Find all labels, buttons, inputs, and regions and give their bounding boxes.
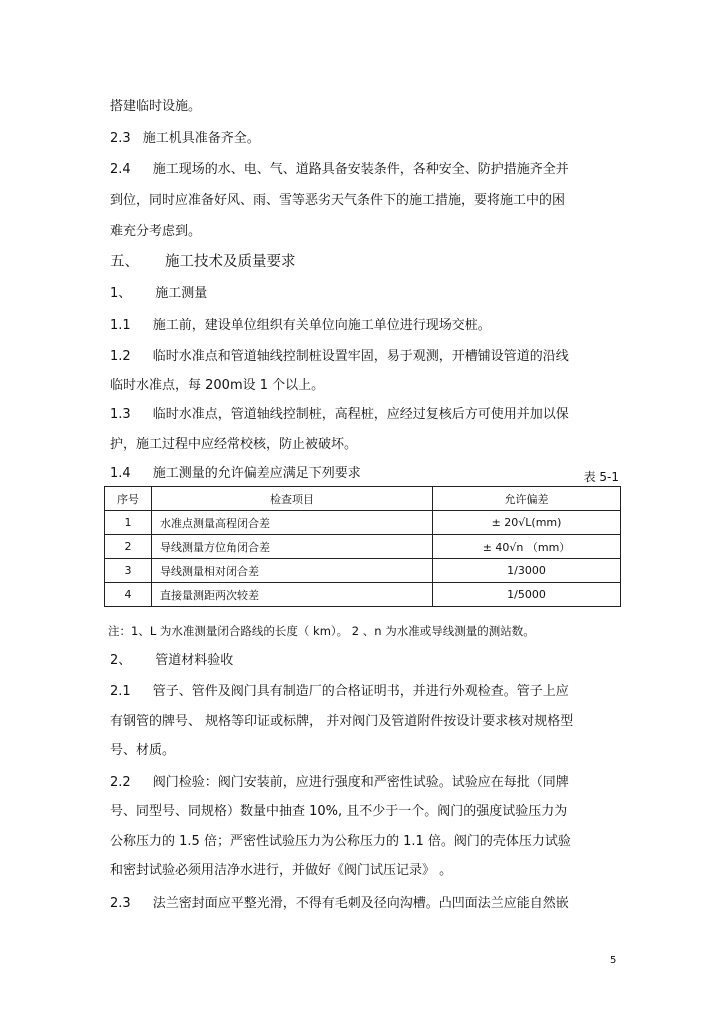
item-1-1: 1.1 施工前，建设单位组织有关单位向施工单位进行现场交桩。 — [110, 318, 491, 333]
paragraph-line: 临时水准点，每 200m设 1 个以上。 — [110, 378, 325, 393]
item-1-4: 1.4 施工测量的允许偏差应满足下列要求 — [110, 466, 361, 481]
section-heading-5: 五、 施工技术及质量要求 — [110, 254, 296, 270]
cell-item: 水准点测量高程闭合差 — [152, 511, 433, 535]
cell-no: 4 — [105, 583, 152, 607]
item-1-3: 1.3 临时水准点，管道轴线控制桩，高程桩，应经过复核后方可使用并加以保 — [110, 407, 569, 422]
subsection-heading-1: 1、 施工测量 — [110, 286, 208, 301]
item-2-4: 2.4 施工现场的水、电、气、道路具备安装条件，各种安全、防护措施齐全并 — [110, 162, 569, 177]
paragraph-line: 公称压力的 1.5 倍；严密性试验压力为公称压力的 1.1 倍。阀门的壳体压力试验 — [110, 834, 571, 849]
paragraph-line: 有钢管的牌号、 规格等印证或标牌， 并对阀门及管道附件按设计要求核对规格型 — [110, 714, 574, 729]
tolerance-table — [104, 486, 621, 607]
paragraph-line: 号、材质。 — [110, 743, 176, 758]
cell-item: 直接量测距两次较差 — [152, 583, 433, 607]
item-2-2: 2.2 阀门检验：阀门安装前，应进行强度和严密性试验。试验应在每批（同牌 — [110, 775, 569, 790]
table-row — [105, 535, 621, 559]
table-note: 注：1、L 为水准测量闭合路线的长度（ km）。 2 、n 为水准或导线测量的测站数。 — [108, 624, 535, 638]
cell-item: 导线测量相对闭合差 — [152, 559, 433, 583]
item-2-1: 2.1 管子、管件及阀门具有制造厂的合格证明书，并进行外观检查。管子上应 — [110, 684, 569, 699]
table-row — [105, 583, 621, 607]
cell-tolerance: 1/5000 — [433, 583, 621, 607]
paragraph-line: 难充分考虑到。 — [110, 224, 202, 239]
page-number: 5 — [610, 955, 617, 966]
cell-item: 导线测量方位角闭合差 — [152, 535, 433, 559]
item-2-3: 2.3 施工机具准备齐全。 — [110, 131, 260, 146]
item-1-2: 1.2 临时水准点和管道轴线控制桩设置牢固，易于观测，开槽铺设管道的沿线 — [110, 349, 569, 364]
subsection-heading-2: 2、 管道材料验收 — [110, 653, 234, 668]
paragraph-line: 到位，同时应准备好风、雨、雪等恶劣天气条件下的施工措施，要将施工中的困 — [110, 193, 566, 208]
cell-tolerance: ± 40√n （mm） — [433, 535, 621, 559]
cell-no: 2 — [105, 535, 152, 559]
table-header-row — [105, 487, 621, 511]
paragraph-line: 号、同型号、同规格）数量中抽查 10%, 且不少于一个。阀门的强度试验压力为 — [110, 804, 568, 819]
header-no: 序号 — [105, 487, 152, 511]
paragraph-line: 和密封试验必须用洁净水进行，并做好《阀门试压记录》 。 — [110, 863, 453, 878]
cell-no: 3 — [105, 559, 152, 583]
table-row — [105, 559, 621, 583]
item-2-3-flange: 2.3 法兰密封面应平整光滑，不得有毛刺及径向沟槽。凸凹面法兰应能自然嵌 — [110, 896, 569, 911]
cell-tolerance: ± 20√L(mm) — [433, 511, 621, 535]
cell-no: 1 — [105, 511, 152, 535]
header-item: 检查项目 — [152, 487, 433, 511]
table-row — [105, 511, 621, 535]
cell-tolerance: 1/3000 — [433, 559, 621, 583]
paragraph-line: 护，施工过程中应经常校核，防止被破坏。 — [110, 437, 358, 452]
table-caption: 表 5-1 — [583, 470, 619, 484]
header-tolerance: 允许偏差 — [433, 487, 621, 511]
paragraph-line: 搭建临时设施。 — [110, 99, 202, 114]
